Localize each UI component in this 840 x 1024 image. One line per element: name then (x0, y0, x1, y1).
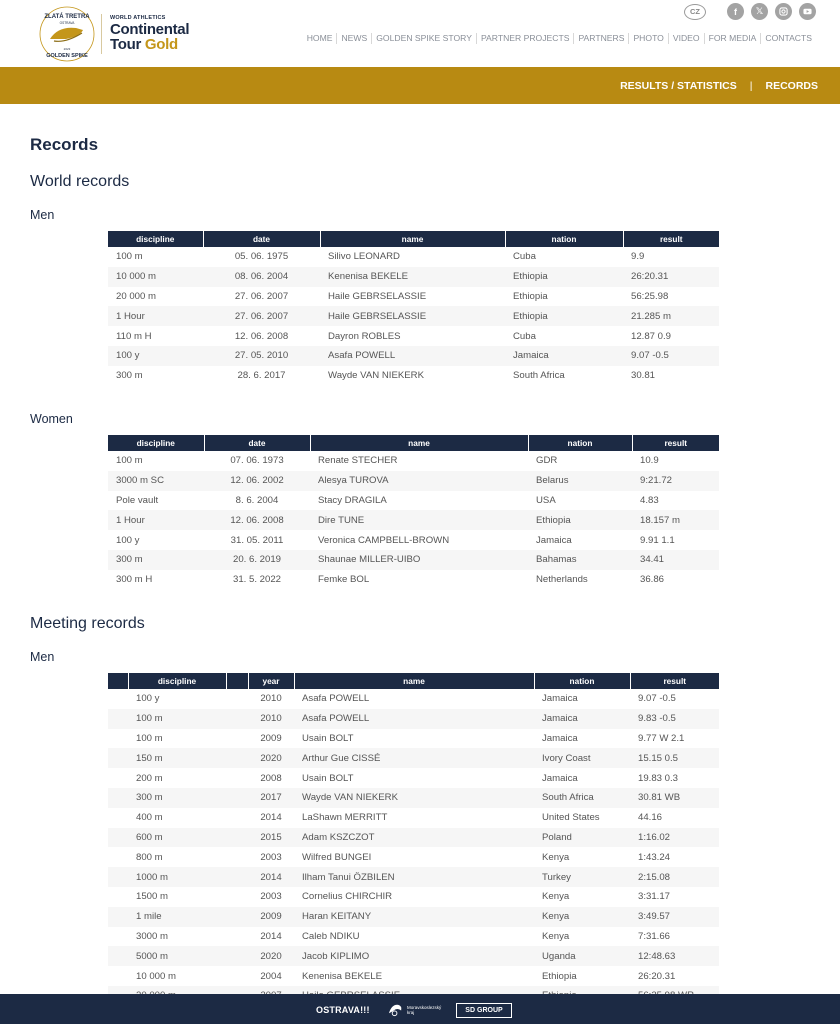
cell-nation: Ethiopia (505, 306, 623, 326)
cell-nation: Kenya (542, 891, 570, 903)
cell-nation: Poland (534, 828, 630, 848)
table-row (108, 729, 719, 749)
cell-date: 12. 06. 2008 (204, 510, 310, 530)
table-row (108, 471, 719, 491)
cell-result: 26:20.31 (638, 970, 676, 982)
col-name: name (320, 231, 505, 247)
cell-name: Arthur Gue CISSÉ (294, 748, 534, 768)
logo-tour: Tour (110, 36, 142, 53)
table-row (108, 550, 719, 570)
col-nation: nation (528, 435, 632, 451)
meeting-records-men-heading: Men (30, 650, 55, 664)
cell-discipline: 300 m (116, 370, 143, 382)
cell-spacer (226, 887, 248, 907)
cell-year: 2017 (248, 788, 294, 808)
cell-name: Kenenisa BEKELE (302, 970, 383, 982)
cell-spacer (108, 847, 128, 867)
table-row (108, 867, 719, 887)
cell-spacer (226, 867, 248, 887)
col-spacer (108, 673, 128, 689)
cell-date: 08. 06. 2004 (203, 267, 320, 287)
cell-discipline: 3000 m (136, 930, 168, 942)
table-row (108, 267, 719, 287)
cell-name: Kenenisa BEKELE (320, 267, 505, 287)
cell-name: Renate STECHER (318, 455, 398, 467)
subnav-results-statistics[interactable]: RESULTS / STATISTICS (620, 79, 737, 92)
cell-spacer (108, 788, 128, 808)
cell-discipline: 300 m (128, 788, 226, 808)
col-discipline: discipline (128, 673, 226, 689)
cell-name: Usain BOLT (302, 772, 354, 784)
cell-nation: South Africa (513, 370, 565, 382)
table-row (108, 966, 719, 986)
cell-spacer (226, 946, 248, 966)
col-result: result (623, 231, 719, 247)
col-date: date (203, 231, 320, 247)
nav-partners[interactable]: PARTNERS (573, 33, 628, 44)
cell-nation: United States (542, 812, 600, 824)
cell-discipline: 10 000 m (136, 970, 177, 982)
cell-year: 2010 (248, 709, 294, 729)
col-result: result (632, 435, 719, 451)
table-row (108, 788, 719, 808)
table-row (108, 287, 719, 307)
table-row (108, 326, 719, 346)
svg-text:2023: 2023 (63, 47, 71, 51)
subnav-records[interactable]: RECORDS (765, 79, 818, 92)
meeting-records-heading: Meeting records (30, 615, 145, 632)
footer-sd-group-logo[interactable] (456, 1003, 512, 1018)
cell-nation: Ethiopia (505, 267, 623, 287)
cell-nation: Kenya (542, 930, 570, 942)
footer-ostrava-logo[interactable]: OSTRAVA!!! (316, 1005, 370, 1015)
social-bar (684, 3, 816, 20)
cell-nation: USA (536, 494, 556, 506)
table-header-row (108, 673, 719, 689)
cell-nation: Jamaica (542, 732, 578, 744)
cell-discipline: 100 m (128, 709, 226, 729)
cell-name: Stacy DRAGILA (318, 494, 387, 506)
cell-spacer (226, 748, 248, 768)
table-row (108, 247, 719, 267)
table-row (108, 847, 719, 867)
table-row (108, 887, 719, 907)
cell-spacer (108, 808, 128, 828)
cell-discipline: 600 m (128, 828, 226, 848)
cell-discipline: Pole vault (116, 494, 159, 506)
site-footer (0, 994, 840, 1024)
cell-discipline: 1000 m (128, 867, 226, 887)
cell-year: 2010 (260, 693, 282, 705)
col-result: result (630, 673, 719, 689)
cell-discipline: 100 y (116, 534, 140, 546)
cell-result: 21.285 m (623, 306, 719, 326)
table-row (108, 491, 719, 511)
cell-result: 15.15 0.5 (630, 748, 719, 768)
cell-spacer (226, 847, 248, 867)
golden-spike-logo[interactable] (36, 6, 98, 62)
nav-video[interactable]: VIDEO (668, 33, 704, 44)
cell-year: 2020 (248, 946, 294, 966)
cell-discipline: 1500 m (136, 891, 168, 903)
cell-nation: Belarus (528, 471, 632, 491)
cell-result: 9:21.72 (632, 471, 719, 491)
cell-year: 2014 (260, 930, 282, 942)
cell-discipline: 300 m (108, 550, 204, 570)
nav-home[interactable]: HOME (306, 33, 333, 43)
cell-name: Haile GEBRSELASSIE (328, 290, 427, 302)
logo-small-text: WORLD ATHLETICS (110, 15, 166, 21)
continental-tour-logo[interactable] (110, 14, 189, 52)
cell-nation: Jamaica (542, 693, 578, 705)
table-row (108, 530, 719, 550)
cell-date: 8. 6. 2004 (235, 494, 279, 506)
world-records-men-table (108, 231, 719, 386)
cell-discipline: 3000 m SC (108, 471, 204, 491)
page-title: Records (30, 135, 99, 154)
kraj-icon (387, 1002, 404, 1017)
cell-spacer (108, 689, 128, 709)
cell-name: Cornelius CHIRCHIR (302, 891, 393, 903)
table-row (108, 808, 719, 828)
table-row (108, 768, 719, 788)
sub-nav (620, 67, 818, 104)
cell-discipline: 20 000 m (116, 290, 157, 302)
cell-name: Alesya TUROVA (310, 471, 528, 491)
cell-year: 2020 (248, 748, 294, 768)
cell-spacer (108, 966, 128, 986)
table-row (108, 709, 719, 729)
cell-result: 12:48.63 (630, 946, 719, 966)
cell-result: 9.77 W 2.1 (638, 732, 685, 744)
cell-result: 18.157 m (632, 510, 719, 530)
cell-nation: Turkey (534, 867, 630, 887)
col-year: year (248, 673, 294, 689)
cell-nation: Cuba (513, 330, 536, 342)
logo-line1: Continental (110, 21, 190, 38)
cell-nation: Jamaica (542, 772, 578, 784)
table-row (108, 510, 719, 530)
nav-contacts[interactable]: CONTACTS (760, 33, 816, 44)
cell-name: Haile GEBRSELASSIE (320, 306, 505, 326)
cell-spacer (108, 907, 128, 927)
cell-year: 2009 (260, 732, 282, 744)
x-icon[interactable]: 𝕏 (751, 3, 768, 20)
table-header-row (108, 231, 719, 247)
nav-for-media[interactable]: FOR MEDIA (704, 33, 761, 44)
cell-year: 2014 (248, 867, 294, 887)
cell-nation: Ivory Coast (534, 748, 630, 768)
cell-result: 3:49.57 (630, 907, 719, 927)
cell-nation: Kenya (534, 907, 630, 927)
table-header-row (108, 435, 719, 451)
cell-result: 26:20.31 (623, 267, 719, 287)
cell-result: 12.87 0.9 (631, 330, 672, 342)
cell-name: Wayde VAN NIEKERK (294, 788, 534, 808)
svg-text:ZLATÁ TRETRA: ZLATÁ TRETRA (44, 14, 90, 20)
cell-name: Jacob KIPLIMO (294, 946, 534, 966)
cell-result: 9.83 -0.5 (630, 709, 719, 729)
table-row (108, 946, 719, 966)
cell-discipline: 200 m (136, 772, 163, 784)
cell-name: Adam KSZCZOT (294, 828, 534, 848)
cell-result: 9.07 -0.5 (638, 693, 676, 705)
cell-name: Asafa POWELL (320, 346, 505, 366)
col-discipline: discipline (108, 231, 203, 247)
meeting-records-men-table (108, 673, 719, 1006)
cell-discipline: 800 m (136, 851, 163, 863)
cell-year: 2004 (260, 970, 282, 982)
cell-discipline: 5000 m (128, 946, 226, 966)
group-text: GROUP (477, 1007, 503, 1014)
cell-discipline: 100 m (116, 251, 143, 263)
cell-date: 07. 06. 1973 (230, 455, 284, 467)
cell-spacer (226, 689, 248, 709)
nav-partner-projects[interactable]: PARTNER PROJECTS (476, 33, 574, 44)
cell-nation: Jamaica (536, 534, 572, 546)
cell-spacer (226, 709, 248, 729)
cell-spacer (108, 867, 128, 887)
cell-spacer (108, 709, 128, 729)
cell-nation: Jamaica (534, 709, 630, 729)
cell-spacer (226, 729, 248, 749)
cell-date: 31. 05. 2011 (230, 534, 284, 546)
instagram-icon[interactable] (775, 3, 792, 20)
cell-spacer (108, 946, 128, 966)
cell-result: 1:16.02 (630, 828, 719, 848)
col-name: name (310, 435, 528, 451)
logo-line2 (110, 37, 189, 52)
table-row (108, 689, 719, 709)
cell-name: LaShawn MERRITT (302, 812, 388, 824)
world-records-women-table (108, 435, 719, 590)
facebook-icon[interactable]: f (727, 3, 744, 20)
cell-name: Silivo LEONARD (328, 251, 400, 263)
cell-spacer (226, 927, 248, 947)
nav-golden-spike-story[interactable]: GOLDEN SPIKE STORY (371, 33, 476, 44)
nav-news[interactable]: NEWS (336, 33, 371, 44)
cell-spacer (226, 808, 248, 828)
cell-nation: Ethiopia (542, 970, 577, 982)
cell-date: 12. 06. 2008 (234, 330, 289, 342)
cell-spacer (226, 828, 248, 848)
table-row (108, 366, 719, 386)
group-prefix: SD (465, 1007, 476, 1014)
cell-result: 7:31.66 (638, 930, 671, 942)
cell-date: 27. 06. 2007 (234, 290, 289, 302)
sub-nav-bar (0, 67, 840, 104)
cell-spacer (108, 768, 128, 788)
cell-year: 2008 (260, 772, 282, 784)
cell-nation: Ethiopia (528, 510, 632, 530)
cell-result: 2:15.08 (630, 867, 719, 887)
kraj-line1: Moravskoslezský (407, 1004, 442, 1010)
cell-result: 30.81 (631, 370, 656, 382)
main-nav (303, 33, 816, 44)
cell-year: 2003 (260, 891, 282, 903)
site-header (0, 0, 840, 67)
cell-nation: Bahamas (528, 550, 632, 570)
cell-date: 31. 5. 2022 (232, 574, 281, 586)
cell-name: Asafa POWELL (302, 693, 370, 705)
world-records-men-heading: Men (30, 208, 55, 222)
world-records-heading: World records (30, 173, 130, 190)
cell-name: Asafa POWELL (294, 709, 534, 729)
col-spacer (226, 673, 248, 689)
kraj-text (407, 1005, 441, 1015)
cell-discipline: 100 y (136, 693, 160, 705)
cell-spacer (108, 748, 128, 768)
cell-nation: Kenya (542, 851, 570, 863)
cell-spacer (226, 907, 248, 927)
cell-result: 3:31.17 (638, 891, 671, 903)
cell-spacer (226, 768, 248, 788)
main-content (30, 104, 820, 994)
svg-text:GOLDEN SPIKE: GOLDEN SPIKE (46, 53, 88, 59)
cell-year: 2003 (260, 851, 282, 863)
cell-nation: Ethiopia (513, 290, 548, 302)
cell-result: 4.83 (640, 494, 659, 506)
cell-discipline: 100 y (108, 346, 203, 366)
language-switch[interactable]: CZ (684, 4, 706, 20)
cell-result: 19.83 0.3 (638, 772, 679, 784)
cell-name: Veronica CAMPBELL-BROWN (318, 534, 450, 546)
cell-discipline: 10 000 m (108, 267, 203, 287)
table-row (108, 907, 719, 927)
cell-spacer (108, 887, 128, 907)
cell-date: 27. 05. 2010 (203, 346, 320, 366)
cell-discipline: 150 m (128, 748, 226, 768)
cell-result: 56:25.98 (631, 290, 669, 302)
cell-year: 2014 (260, 812, 282, 824)
table-row (108, 748, 719, 768)
cell-discipline: 100 m (136, 732, 163, 744)
table-row (108, 828, 719, 848)
cell-date: 05. 06. 1975 (234, 251, 289, 263)
logo-divider (101, 14, 102, 54)
svg-text:OSTRAVA: OSTRAVA (59, 21, 75, 25)
table-row (108, 927, 719, 947)
cell-discipline: 110 m H (116, 330, 152, 342)
cell-result: 9.91 1.1 (640, 534, 675, 546)
nav-photo[interactable]: PHOTO (628, 33, 667, 44)
cell-spacer (108, 927, 128, 947)
cell-result: 9.9 (631, 251, 645, 263)
cell-name: Shaunae MILLER-UIBO (310, 550, 528, 570)
table-row (108, 346, 719, 366)
cell-result: 1:43.24 (638, 851, 671, 863)
cell-spacer (226, 788, 248, 808)
cell-result: 36.86 (640, 574, 665, 586)
cell-name: Wayde VAN NIEKERK (328, 370, 424, 382)
youtube-icon[interactable] (799, 3, 816, 20)
col-nation: nation (505, 231, 623, 247)
cell-name: Dayron ROBLES (328, 330, 401, 342)
logo-gold: Gold (144, 36, 178, 53)
cell-discipline: 100 m (116, 455, 143, 467)
cell-result: 9.07 -0.5 (623, 346, 719, 366)
cell-discipline: 300 m H (116, 574, 153, 586)
table-row (108, 570, 719, 590)
cell-name: Haran KEITANY (294, 907, 534, 927)
cell-spacer (226, 966, 248, 986)
cell-discipline: 400 m (136, 812, 163, 824)
col-name: name (294, 673, 534, 689)
cell-result: 34.41 (632, 550, 719, 570)
cell-name: Femke BOL (318, 574, 370, 586)
cell-discipline: 1 mile (128, 907, 226, 927)
cell-nation: South Africa (534, 788, 630, 808)
kraj-line2: kraj (407, 1009, 415, 1015)
cell-nation: GDR (536, 455, 558, 467)
cell-name: Caleb NDIKU (302, 930, 360, 942)
cell-result: 10.9 (640, 455, 659, 467)
cell-name: Usain BOLT (302, 732, 354, 744)
cell-nation: Jamaica (505, 346, 623, 366)
cell-nation: Netherlands (536, 574, 588, 586)
cell-result: 30.81 WB (630, 788, 719, 808)
col-date: date (204, 435, 310, 451)
cell-result: 44.16 (638, 812, 663, 824)
table-row (108, 306, 719, 326)
cell-year: 2009 (248, 907, 294, 927)
cell-year: 2015 (248, 828, 294, 848)
cell-name: Wilfred BUNGEI (302, 851, 372, 863)
cell-name: Ilham Tanui ÖZBILEN (294, 867, 534, 887)
footer-kraj-logo[interactable] (387, 1002, 441, 1017)
cell-date: 28. 6. 2017 (237, 370, 286, 382)
table-row (108, 451, 719, 471)
cell-nation: Uganda (534, 946, 630, 966)
cell-nation: Cuba (513, 251, 536, 263)
col-discipline: discipline (108, 435, 204, 451)
cell-date: 27. 06. 2007 (203, 306, 320, 326)
cell-date: 12. 06. 2002 (204, 471, 310, 491)
cell-name: Dire TUNE (310, 510, 528, 530)
cell-date: 20. 6. 2019 (204, 550, 310, 570)
cell-spacer (108, 729, 128, 749)
col-nation: nation (534, 673, 630, 689)
world-records-women-heading: Women (30, 412, 73, 426)
subnav-separator: | (749, 79, 753, 92)
cell-spacer (108, 828, 128, 848)
cell-discipline: 1 Hour (108, 306, 203, 326)
cell-discipline: 1 Hour (108, 510, 204, 530)
